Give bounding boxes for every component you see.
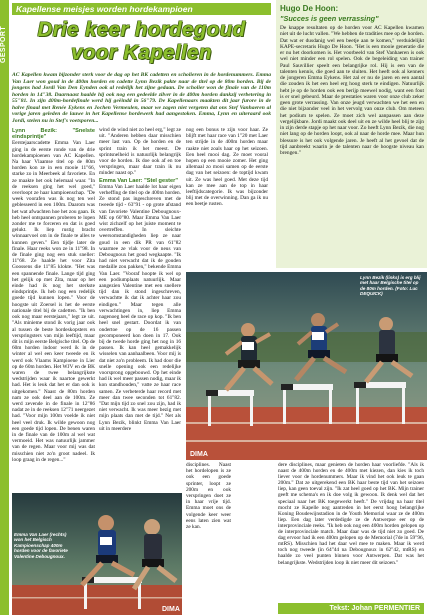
sidebar-quote: "Succes is geen verrassing" bbox=[280, 14, 379, 23]
column-1-text: Eerstejaarscadette Emma Van Laer ging in de eerste ronde van de drie hordekampioenen van AC Kapellen. Na haar Vlaamse titel op de 80m horden kon ze in een mooie 11"66, starke zo in Meerbeek al favoriete. En ze maakte het ook helemaal waar. "In de reeksen ging het wel goed," overloopt ze haar kampioenschap. "De week voorafen was ik nog ten wel geblesseerd in een 100m. Daarom was het wat afwachten hoe het zou gaan. Ik heb heel ontspannen proberen te lopen zonder me te forceren en dat is goed gelukt. Ik liep rustig bracht winnaarvoel om in de finale te alles te kunnen geven." Een tijdje later de finale. Haar reeks won ze in 11"98. In de finale ging nog een stuk sneller: 11"68. Ze haalde het voor Zita Goossens die 11"85 klokte. "Het was een spannende finale. Lange tijd ging het gelijk op met Zita, maar op het einde had ik nog het sterkste eindsprintje. Ik heb nog een redelijk goede tijd kunnen lopen." Voor de hoogste uit Zoersel is het de eerste nationale titel bij de cadetten. "Ik ben ook nog maar eerstejaars," legt ze uit. "Als minieme stond ik vorig jaar ook al tussen de beste hordeskopsters en verspringsters van mijn leeftijd, maar dit is mijn eerste Belgische titel. Op de 60m horden indoor werd ik in de winter al wel een keer tweede en ik werd ook Vlaams Kampioene in Lier op de 60m horden. Het WJV en de BK waren de twee belangrijkste wedstrijden waar ik naartoe gewerkt had. Het is leuk dat het er dan ook is uitgekomen." Naast de 80m horden nam ze ook deel aan de 100m. Ze werd zevende in de finale in 12"86 nadat ze in de reeksen 12"71 neergezet had. "Voor mijn 100m voelde ik niet heel veel druk. Ik wilde gewoon nog een goede tijd lopen. De benen waren in de finale van de 100m al wel wat vermoeid. Het was natuurlijk jammer van de regen. Maar voor mij was dat misschien niet zo'n groot nadeel. Ik loop graag in de regen..." bbox=[12, 140, 95, 463]
column-2-text: Emma Van Laer haalde lot haar eigen verheffing de titel op de 400m horden. Ze stond pas ingeschreven met de tweede tijd - 63"91 - op grote afstand van favoriete Valentine Debougnoux-ME op 60"80. Maar Emma Van Laer wist zichzelf op het juiste moment te overtreffen. In sleichte weersomstandigheden liep ze naar goud in een dik PR van 61"82 waarmee ze vlak voor de neus van Debougnoux het goud wegkaapte. "Ik had niet verwacht dat ik de gouden medaille zou pakken," bekende Emma Van Laer. "Vooraf hoopte ik wel op een podiumplaats natuurlijk. Maar aangezien Valentine met een snellere tijd dan ik stond ingeschreven, verwachtte ik dat ik achter haar zou eindigen." Maar tegen alle verwachtingen in, liep Emma nagenoeg heel de race op kop. "Ik ben heel snel gestart. Doordat ik van ondertoe op de 16 passen gecomponeerd kon doen in 17. Ook bij de twede horde ging het nog in 16 passen. Ik kan heel gemakkelijk wisselen van aanhaalbeen. Voor mij is dat niet zo'n probleem. Ik had door die snelle opening ook een redelijke voorsprong opgebouwd. Op het einde had ik wel meer passen nodig, maar ik kon standhouden," vatte ze haar race samen. Ze verbeterde haar record met meer dan twee seconden tot 61"82. "Dat mijn tijd zo snel zou zijn, had ik niet verwacht. Ik was meer bezig met mijn plaats dan met de tijd." Net als Lynn Bezik, blinkt Emma Van Laer uit in meerdere bbox=[99, 183, 181, 432]
column-4-text: disciplines. Naast het hordelopen is ze ook een goede sprinter, loopt ze 200m en ook verspringen doet ze in haar vrije tijd. Emma moet ons de volgende keer weer eens laten zien wat ze kan. bbox=[186, 462, 231, 531]
photo-hurdles-image bbox=[186, 272, 427, 460]
subheading-emma: Emma Van Laer: "Stel gester" bbox=[99, 177, 178, 184]
article-column-4 bbox=[186, 462, 231, 612]
sidebar-title: Hugo De Hoon: bbox=[280, 4, 339, 13]
article-column-3 bbox=[186, 127, 268, 275]
photo-tag-top: DIMA bbox=[190, 451, 208, 458]
article-column-2 bbox=[99, 127, 181, 432]
photo-tag-bottom: DIMA bbox=[162, 606, 180, 613]
article-column-1 bbox=[12, 127, 95, 500]
subheading-lynn: Lynn Bezik: "Snelste eindsprintje" bbox=[12, 128, 95, 141]
headline: Drie keer hordegoud voor Kapellen bbox=[37, 18, 246, 64]
kicker: Kapellense meisjes worden hordekampioen bbox=[12, 3, 271, 15]
column-5-text: dere disciplines, maar genieten de horden haar voorliefde. "Als ik naast de 400m horden en de 400m met kiezen, dan kies ik toch liever voor de hordenummers. Maar ik vind het ook leuk te gaan 200m." Dat ze uitgerekend een BK haar beste tijd van het seizoen liep, kan geen toeval zijn. "Ik zat heel goed op het BK. Mijn trainer geeft me schema's en ik doe volg ik gewoon. Ik denk wel dat het speciaal naar het BK toegewerkt heeft." De vrijdag na haar titel mocht ze Kapelle nog aantreden in het eerst hoog belangrijke Koning Boudewijnstadion in de Youth Memorial waar ze de 400m liep. Een dag later verdedigde ze de Antwerpse eer op de interprovinciale reeks. "Ik heb ook nog een 400m horden gelopen op de interprovinciale match. Maar daar was de tijd niet zo goed. De dag ervoor had ik een 400m gelopen op de Memorial (7de in 59"96, mtRS). Misschien had het daar wel mee te maken. Maar ik werd toch nog tweede (in 64"44 na Debougnoux in 62"42, mtRS) en haalde zo veel punten binnen voor Antwerpen. Dat was het belangrijkste. Wedstrijden loop ik niet meer dit seizoen." bbox=[278, 462, 424, 566]
intro-paragraph: AC Kapellen kwam bijzonder sterk voor de dag op het BK cadetten en scholieren in de hordenummers. Emma Van Laer won goud in de 400m horden en cadette Lynn Bezik pakte naar de titel op de 80m horden. Bij de jongens had Jordi Van Den Eynden ook al redelijk het zijne gedaan. De scholier won de finale van de 110m horden in 14"38. Daarnaast haalde hij ook nog een gedeelde zilver in de 400m horden dankzij verbetering in 55"81. In zijn 400m-hordefinale werd hij geëindd in 56"79. De Kapellenaars maakten dit jaar furore in de halve finaal met Renée Eykens en Jochen Vermeulen, maar we zagen niet vergeten dat ons Stef Vanhaeren al vorige jaren geleden de lauwe in het Kapellense hordewerk had aangestoken. Emma, Lynn en uiteraard ook Jordi, stelen nu in Stef's voetsporen... bbox=[12, 72, 271, 124]
author-credit: Tekst: Johan PERMENTIER bbox=[278, 603, 424, 614]
photo-hurdles-race bbox=[186, 272, 427, 460]
article-column-5 bbox=[278, 462, 424, 602]
section-label: GESPORT bbox=[0, 25, 7, 63]
sidebar-box bbox=[276, 0, 427, 268]
column-3-text: nog een bonus te zijn voor haar. Ze blijft met haar race van 1"20 met Laer ten strijde in de 400m horden maar raakte niet zoals haar op het seizoen. Een heel mooi dag. Ze moet vooral hopen op een mooie zomer. Het ging allemaal zo mooi samen op de eerste dag van het seizoen: de toptijd kwam uit. Ze was heel goed. Met deze tijd kan ze mee aan de top in haar leeftijdscategorie. Ik was bijzonder blij met de overwinning. Dan ga ik nu een beetje rusten. bbox=[186, 127, 268, 208]
caption-bottom: Emma Van Laer (rechts) won het Belgisch Kampioenschap 400m horden voor de favoriete Valentine Debougnoux. bbox=[14, 532, 68, 559]
column-2-lead: wind de wind niet zo heel erg," legt ze uit. "Anderen hebben daar misschien meer last van. Op de horden en de sprint train ik het meest. De sprintsnelheid is natuurlijk belangrijk voor de horden. Ik doe ook af en toe verspringen, maar daar train ik nu minder naast op." bbox=[99, 127, 181, 177]
sidebar-text: De knappe resultaten op de horden voor AC Kapellen kwamen niet uit de lucht vallen. "We hebben de tradities mee op de horden. Dat wat er dusdanig wel een beetje aan te komen," verduidelijkt KAPE-secretaris Hugo De Hoon. "Het is een mooie generatie die er nu het doorkomen is. Het voorbeeld van Stef Vanhaeren is ook wel niet minder een rol spelen. Ook de begeleiding van trainer Paul Sauvillier speelt een belangrijke rol. Hij is een van de talenten kennis, die goed aan te sluiten. Het heeft ook al kenners de jongeren Emma Eykens. Het zal er nu de jaren en een aantal die zouden ik het een heel erg hoog sterk te eindigen. Natuurlijk hebt je op de horden ook een berijp meewel nodig, want een fout is er snel gebeurd. Maar de prestaties waren voor onze club zeker geen grote verrassing. Van onze jeugd verwachten we het een en die niet bijzonder veel in het vervolg van onze club. Om meteen het podium te spelen. Ze moet zich wel aanpassen aan deze vergelijkbare. Jordi maakt ook deel uit en ze wilde heel blij te zijn in zijn derde stapje op het naar voor. Zo heeft Lynn Bezik, die nog niet lang op de horden loopt, ook al naar de horde mee. Maar hun blessure is het ook volgende jaren. Je heeft al het gevoel dat de tijd aanbreekt waarin je de talenten naar de hoogste niveau kan brengen." bbox=[280, 25, 424, 156]
caption-top: Lynn Bezik (links) is erg blij met haar Belgische titel op de 80m horden. (Foto: Luc DEQUICK) bbox=[360, 275, 421, 297]
section-strip bbox=[0, 0, 9, 615]
